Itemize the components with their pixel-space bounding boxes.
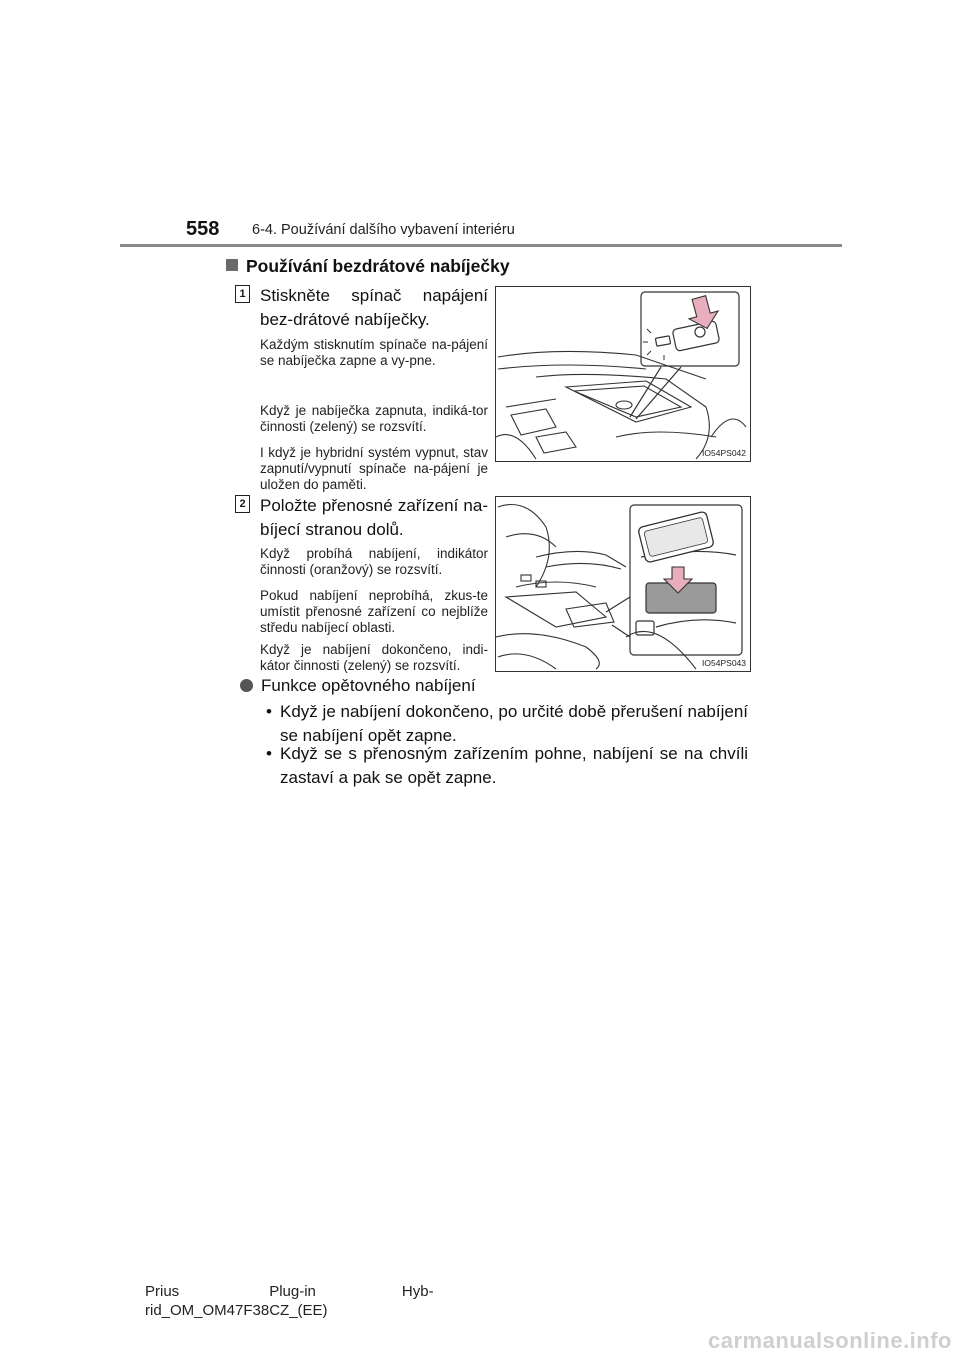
watermark: carmanualsonline.info — [708, 1328, 952, 1353]
section-title-text: Používání bezdrátové nabíječky — [246, 256, 510, 276]
figure-power-switch — [495, 286, 751, 462]
console-switch-illustration — [496, 287, 750, 461]
bullet-item-1-text: Když je nabíjení dokončeno, po určité době přerušení nabíjení se nabíjení opět zapne. — [280, 702, 748, 745]
footer-doc-code: rid_OM_OM47F38CZ_(EE) — [145, 1302, 328, 1319]
step-2-text: Položte přenosné zařízení na-bíjecí stranou dolů. — [260, 496, 488, 539]
bullet-heading-text: Funkce opětovného nabíjení — [261, 676, 476, 695]
step-1-text: Stiskněte spínač napájení bez-drátové nabíječky. — [260, 286, 488, 329]
bullet-item-1 — [266, 700, 748, 748]
step-number-1: 1 — [235, 285, 250, 303]
dot-marker-icon: • — [266, 702, 272, 721]
bullet-heading — [240, 676, 476, 696]
dot-marker-icon: • — [266, 744, 272, 763]
chapter-title: 6-4. Používání dalšího vybavení interiéru — [252, 222, 515, 238]
circle-bullet-icon — [240, 679, 253, 692]
step-number-2: 2 — [235, 495, 250, 513]
bullet-item-2 — [266, 742, 748, 790]
header-rule — [120, 244, 842, 247]
footer-hyb: Hyb- — [401, 1283, 434, 1300]
step-1-note-1: Každým stisknutím spínače na-pájení se nabíječka zapne a vy-pne. — [260, 337, 488, 368]
console-device-illustration — [496, 497, 750, 671]
figure-code-1: IO54PS042 — [702, 448, 746, 458]
footer-line-1 — [145, 1283, 434, 1300]
figure-code-2: IO54PS043 — [702, 658, 746, 668]
figure-place-device — [495, 496, 751, 672]
footer-model: Prius — [145, 1283, 180, 1300]
square-bullet-icon — [226, 259, 238, 271]
step-1-note-2: Když je nabíječka zapnuta, indiká-tor činnosti (zelený) se rozsvítí. — [260, 403, 488, 434]
step-2-note-1: Když probíhá nabíjení, indikátor činnosti (oranžový) se rozsvítí. — [260, 546, 488, 577]
section-title — [226, 256, 510, 277]
bullet-item-2-text: Když se s přenosným zařízením pohne, nabíjení se na chvíli zastaví a pak se opět zapne. — [280, 744, 748, 787]
footer-plugin: Plug-in — [269, 1283, 316, 1300]
step-1-note-3: I když je hybridní systém vypnut, stav zapnutí/vypnutí spínače na-pájení je uložen do paměti. — [260, 445, 488, 492]
step-2-note-3: Když je nabíjení dokončeno, indi-kátor činnosti (zelený) se rozsvítí. — [260, 642, 488, 673]
page-number: 558 — [186, 218, 220, 240]
step-2-note-2: Pokud nabíjení neprobíhá, zkus-te umístit přenosné zařízení co nejblíže středu nabíjecí oblasti. — [260, 588, 488, 635]
